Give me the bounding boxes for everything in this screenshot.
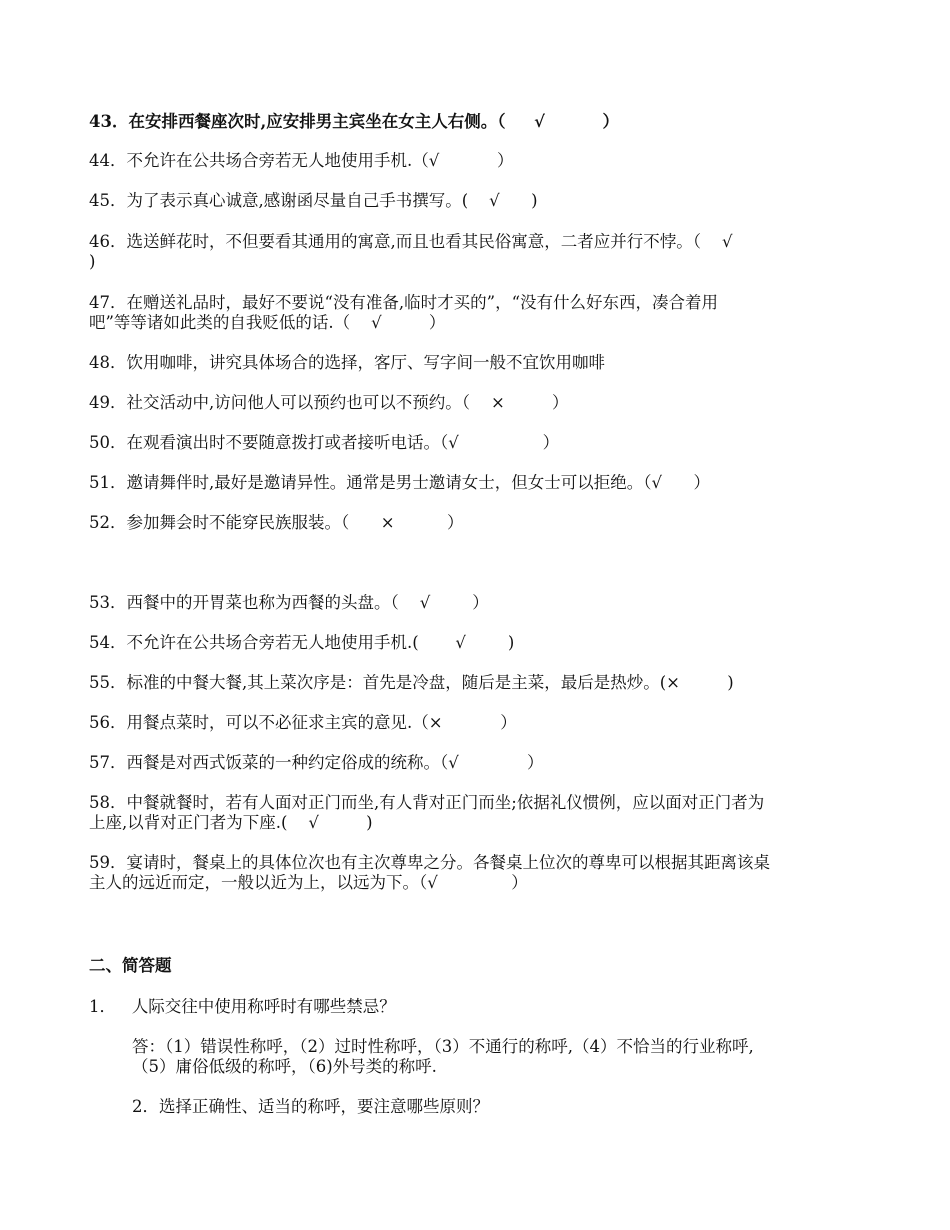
item-43: 43．在安排西餐座次时,应安排男主宾坐在女主人右侧。（ √ ） (89, 112, 619, 131)
item-56: 56．用餐点菜时，可以不必征求主宾的意见.（× ） (89, 713, 517, 732)
item-59-cont: 主人的远近而定，一般以近为上，以远为下。（√ ） (89, 873, 528, 892)
item-53: 53．西餐中的开胃菜也称为西餐的头盘。（ √ ） (89, 593, 489, 612)
answer-1-line-2: （5）庸俗低级的称呼，（6)外号类的称呼. (132, 1057, 437, 1076)
item-46: 46．选送鲜花时，不但要看其通用的寓意,而且也看其民俗寓意，二者应并行不悖。（ √ (89, 232, 733, 251)
item-57: 57．西餐是对西式饭菜的一种约定俗成的统称。（√ ） (89, 753, 544, 772)
item-59: 59．宴请时，餐桌上的具体位次也有主次尊卑之分。各餐桌上位次的尊卑可以根据其距离该桌 (89, 853, 770, 872)
item-47: 47．在赠送礼品时，最好不要说“没有准备,临时才买的”，“没有什么好东西，凑合着用 (89, 293, 719, 312)
item-44: 44．不允许在公共场合旁若无人地使用手机.（√ ） (89, 151, 514, 170)
section-title: 二、简答题 (89, 956, 172, 975)
item-55: 55．标准的中餐大餐,其上菜次序是：首先是冷盘，随后是主菜，最后是热炒。(× ) (89, 673, 734, 692)
item-51: 51．邀请舞伴时,最好是邀请异性。通常是男士邀请女士，但女士可以拒绝。（√ ） (89, 473, 710, 492)
answer-1-line-1: 答：（1）错误性称呼，（2）过时性称呼，（3）不通行的称呼,（4）不恰当的行业称呼, (132, 1037, 754, 1056)
item-45: 45．为了表示真心诚意,感谢函尽量自己手书撰写。( √ ) (89, 191, 538, 210)
item-54: 54．不允许在公共场合旁若无人地使用手机.( √ ) (89, 633, 515, 652)
item-58-cont: 上座,以背对正门者为下座.( √ ) (89, 813, 373, 832)
item-50: 50．在观看演出时不要随意拨打或者接听电话。（√ ） (89, 433, 560, 452)
item-46-cont: ) (89, 252, 96, 271)
item-48: 48．饮用咖啡，讲究具体场合的选择，客厅、写字间一般不宜饮用咖啡 (89, 353, 605, 372)
item-52: 52．参加舞会时不能穿民族服装。（ × ） (89, 513, 464, 532)
question-2: 2．选择正确性、适当的称呼，要注意哪些原则？ (132, 1097, 489, 1116)
item-49: 49．社交活动中,访问他人可以预约也可以不预约。（ × ） (89, 393, 569, 412)
question-1: 1． 人际交往中使用称呼时有哪些禁忌？ (89, 997, 396, 1016)
item-58: 58．中餐就餐时，若有人面对正门而坐,有人背对正门而坐;依据礼仪惯例，应以面对正门者为 (89, 793, 765, 812)
item-47-cont: 吧”等等诸如此类的自我贬低的话.（ √ ） (89, 313, 446, 332)
